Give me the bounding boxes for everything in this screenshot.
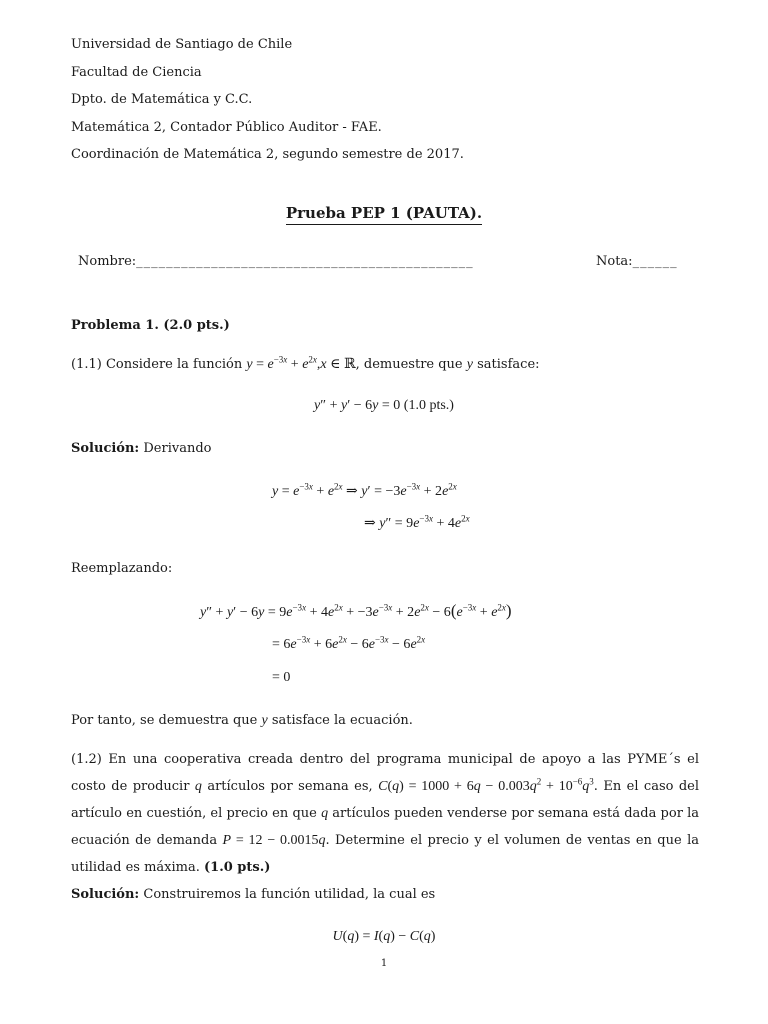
solution2-text: Construiremos la función utilidad, la cual es (143, 887, 436, 902)
conclusion-y: y (261, 713, 268, 728)
q12-q2: q (321, 806, 329, 821)
title-wrapper (0, 204, 768, 222)
problem1-heading: Problema 1. (2.0 pts.) (71, 318, 230, 333)
page-title: Prueba PEP 1 (PAUTA). (286, 204, 482, 225)
q12-cost-function: $C(q) = 1000 + 6q - 0.003q^2 + 10^{-6}q^3$ (378, 776, 594, 794)
q11-function: $y = e^{-3x} + e^{2x},x$ ∈ ℝ (246, 354, 356, 372)
q11-equation: y″ + y′ − 6y = 0 (1.0 pts.) (314, 398, 454, 413)
solution2-label: Solución: (71, 887, 140, 902)
header-faculty: Facultad de Ciencia (71, 65, 202, 80)
q12-line2-mid: artículos por semana es, (207, 779, 373, 794)
q12-demand-function: P = 12 − 0.0015q (222, 833, 326, 848)
q12-line4-text: . Determine el precio y el volumen de ventas en que la utilidad es máxima. (71, 833, 699, 875)
derivative-line-2: ⇒ $y'' = 9e^{-3x} + 4e^{2x}$ (364, 513, 470, 531)
substitution-line-1: $y'' + y' - 6y = 9e^{-3x} + 4e^{2x} + -3e^{-3x} + 2e^{2x} - 6(e^{-3x} + e^{2x})$ (200, 601, 512, 620)
q12-q1: q (194, 779, 202, 794)
q12-line2-prefix: producir (132, 779, 190, 794)
header-course: Matemática 2, Contador Público Auditor - FAE. (71, 120, 382, 135)
grade-blank: ______ (632, 254, 678, 269)
solution1-line (71, 441, 211, 456)
name-field (78, 254, 474, 269)
q12-line3-prefix: cuestión, el precio en que (146, 806, 317, 821)
header-university: Universidad de Santiago de Chile (71, 37, 293, 52)
q12-statement (71, 746, 699, 881)
q12-line2-end: . En el caso del artículo en (71, 779, 700, 821)
substitution-line-3: = 0 (272, 670, 291, 685)
q12-points: (1.0 pts.) (204, 860, 271, 875)
q11-statement (71, 356, 540, 373)
name-blank: _____________________________________________ (136, 254, 474, 269)
utility-equation: U(q) = I(q) − C(q) (332, 929, 436, 944)
q12-line1: (1.2) En una cooperativa creada dentro del programa municipal de apoyo a las PYME´s el costo de (71, 752, 699, 794)
solution2-line (71, 887, 435, 902)
name-label: Nombre: (78, 254, 137, 269)
q12-line3-suffix: artículos pueden venderse por semana está dada por la ecuación de demanda (71, 806, 700, 848)
grade-label: Nota: (596, 254, 633, 269)
conclusion-line (71, 713, 413, 729)
conclusion-prefix: Por tanto, se demuestra que (71, 713, 258, 728)
q11-points: (1.0 pts.) (403, 398, 454, 413)
reemplazando-label: Reemplazando: (71, 561, 173, 576)
conclusion-suffix: satisface la ecuación. (271, 713, 413, 728)
derivative-line-1: $y = e^{-3x} + e^{2x}$ ⇒ $y' = -3e^{-3x} + 2e^{2x}$ (272, 481, 457, 499)
solution1-text: Derivando (143, 441, 212, 456)
q11-prefix: (1.1) Considere la función (71, 357, 243, 372)
substitution-line-2: = $6e^{-3x} + 6e^{2x} - 6e^{-3x} - 6e^{2x}$ (272, 634, 426, 652)
q11-end: satisface: (477, 357, 540, 372)
q11-y: y (466, 357, 473, 372)
q11-suffix: , demuestre que (355, 357, 463, 372)
solution1-label: Solución: (71, 441, 140, 456)
header-coordination: Coordinación de Matemática 2, segundo semestre de 2017. (71, 147, 464, 162)
page-number: 1 (380, 958, 388, 969)
header-department: Dpto. de Matemática y C.C. (71, 92, 253, 107)
grade-field (596, 254, 678, 269)
